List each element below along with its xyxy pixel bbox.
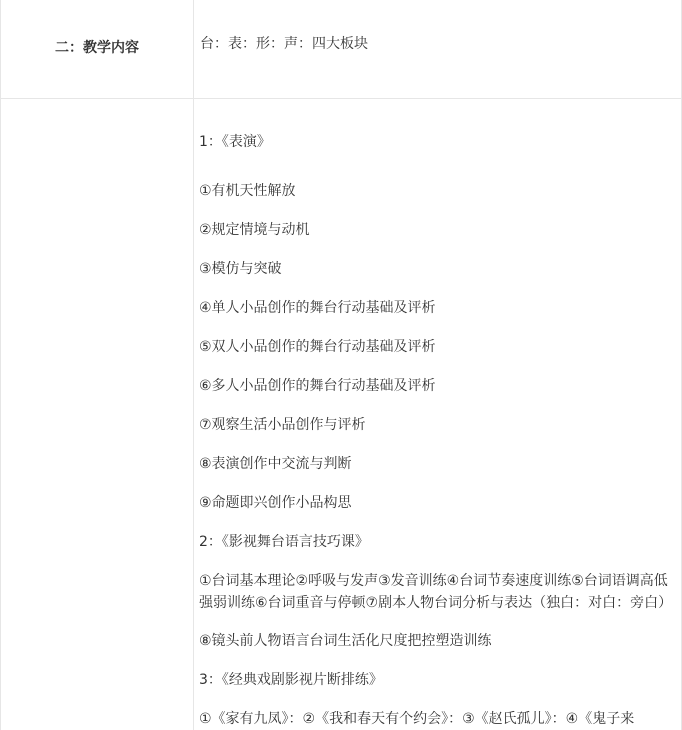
list-item: ⑨命题即兴创作小品构思: [199, 495, 352, 511]
paragraph-line: ⑧镜头前人物语言台词生活化尺度把控塑造训练: [199, 633, 492, 649]
column-divider: [193, 0, 194, 730]
paragraph-line: ①《家有九凤》：②《我和春天有个约会》：③《赵氏孤儿》：④《鬼子来: [199, 711, 635, 727]
paragraph-line: 强弱训练⑥台词重音与停顿⑦剧本人物台词分析与表达（独白：对白：旁白）: [199, 595, 673, 611]
list-item: ⑦观察生活小品创作与评析: [199, 417, 366, 433]
list-item: ③模仿与突破: [199, 261, 282, 277]
list-item: ④单人小品创作的舞台行动基础及评析: [199, 300, 436, 316]
list-item: ①有机天性解放: [199, 183, 296, 199]
paragraph-line: ①台词基本理论②呼吸与发声③发音训练④台词节奏速度训练⑤台词语调高低: [199, 573, 668, 589]
list-item: ②规定情境与动机: [199, 222, 310, 238]
section-title-stage-language: 2：《影视舞台语言技巧课》: [199, 534, 369, 550]
section-title-classic-rehearsal: 3：《经典戏剧影视片断排练》: [199, 672, 383, 688]
list-item: ⑤双人小品创作的舞台行动基础及评析: [199, 339, 436, 355]
list-item: ⑧表演创作中交流与判断: [199, 456, 352, 472]
row-value-four-modules: 台：表：形：声：四大板块: [200, 36, 368, 52]
section-title-performance: 1：《表演》: [199, 134, 271, 150]
list-item: ⑥多人小品创作的舞台行动基础及评析: [199, 378, 436, 394]
row-label-teaching-content: 二：教学内容: [55, 40, 139, 56]
